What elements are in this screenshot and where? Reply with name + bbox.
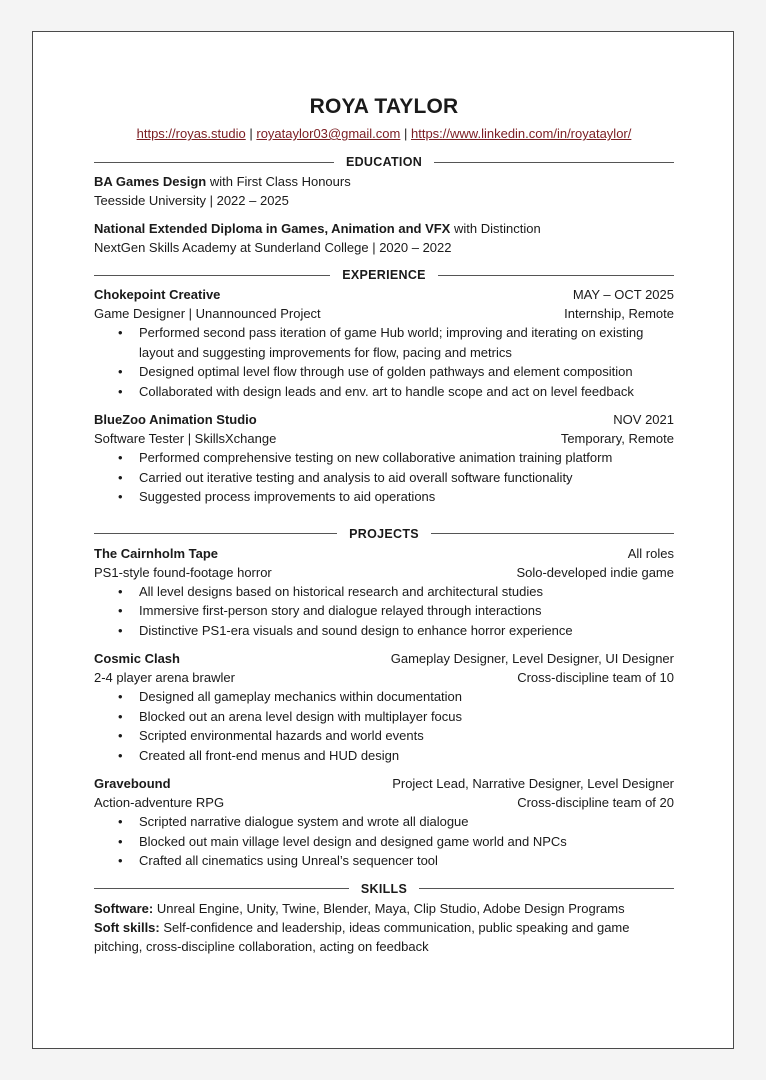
job-entry (94, 285, 674, 401)
list-item: • Designed optimal level flow through use of golden pathways and element composition (139, 362, 674, 382)
project-bullets (94, 582, 674, 641)
section-rule (94, 533, 337, 534)
project-bullets (94, 687, 674, 765)
job-dates: NOV 2021 (613, 412, 674, 427)
project-title: Cosmic Clash (94, 651, 180, 666)
project-roles: Gameplay Designer, Level Designer, UI Designer (390, 651, 674, 666)
list-item: • Crafted all cinematics using Unreal’s sequencer tool (139, 851, 674, 871)
project-title: The Cairnholm Tape (94, 545, 218, 561)
job-role: Game Designer | Unannounced Project (94, 306, 321, 321)
list-item: • Collaborated with design leads and env. art to handle scope and act on level feedback (139, 382, 674, 402)
list-item: • Blocked out an arena level design with multiplayer focus (139, 707, 674, 727)
section-rule (431, 533, 674, 534)
project-entry (94, 649, 674, 765)
list-item: • Carried out iterative testing and analysis to aid overall software functionality (139, 468, 674, 488)
list-item: • Scripted narrative dialogue system and wrote all dialogue (139, 812, 674, 832)
section-rule (94, 888, 349, 889)
project-title: Gravebound (94, 776, 171, 791)
list-item: • All level designs based on historical research and architectural studies (139, 582, 674, 602)
project-subtitle: Action-adventure RPG (94, 795, 225, 810)
education-entry (94, 219, 674, 257)
list-item: • Suggested process improvements to aid operations (139, 487, 674, 507)
skills-heading (94, 879, 674, 899)
linkedin-link[interactable]: https://www.linkedin.com/in/royataylor/ (411, 126, 632, 141)
section-rule (434, 162, 674, 163)
degree-honours: with First Class Honours (206, 174, 351, 189)
section-title: SKILLS (360, 881, 408, 896)
section-rule (94, 162, 334, 163)
projects-heading (94, 524, 674, 544)
website-link[interactable]: https://royas.studio (136, 126, 246, 141)
contact-line (94, 125, 674, 143)
project-bullets (94, 812, 674, 871)
degree-title: National Extended Diploma in Games, Animation and VFX (94, 221, 451, 236)
list-item: • Scripted environmental hazards and world events (139, 726, 674, 746)
project-subtitle: PS1-style found-footage horror (94, 564, 272, 580)
job-type: Temporary, Remote (560, 431, 674, 446)
soft-skills: Soft skills: Self-confidence and leadership, ideas communication, public speaking and game pitching, cross-discipline collaboration, acting on feedback (94, 919, 630, 954)
list-item: • Distinctive PS1-era visuals and sound design to enhance horror experience (139, 621, 674, 641)
list-item: • Performed comprehensive testing on new collaborative animation training platform (139, 448, 674, 468)
project-subtitle: 2-4 player arena brawler (94, 670, 235, 685)
section-title: PROJECTS (349, 526, 419, 541)
candidate-name: ROYA TAYLOR (309, 95, 459, 118)
job-role: Software Tester | SkillsXchange (94, 431, 277, 446)
project-team: Solo-developed indie game (516, 564, 674, 580)
software-skills: Software: Unreal Engine, Unity, Twine, Blender, Maya, Clip Studio, Adobe Design Programs (94, 900, 625, 916)
education-heading (94, 152, 674, 172)
resume-page (32, 31, 734, 1049)
list-item: • Created all front-end menus and HUD design (139, 746, 674, 766)
section-rule (438, 275, 674, 276)
list-item: • Immersive first-person story and dialogue relayed through interactions (139, 601, 674, 621)
list-item: • Blocked out main village level design and designed game world and NPCs (139, 832, 674, 852)
project-roles: All roles (627, 545, 674, 561)
education-entry (94, 172, 674, 210)
degree-honours: with Distinction (450, 221, 541, 236)
degree-title: BA Games Design (94, 174, 207, 189)
project-entry (94, 544, 674, 641)
section-title: EXPERIENCE (342, 268, 426, 282)
degree-detail: Teesside University | 2022 – 2025 (94, 193, 289, 208)
project-team: Cross-discipline team of 10 (517, 670, 674, 685)
list-item: • Performed second pass iteration of game Hub world; improving and iterating on existing layout and suggesting improvements for flow, pacing and metrics (139, 323, 674, 362)
project-entry (94, 774, 674, 871)
project-team: Cross-discipline team of 20 (517, 795, 674, 810)
job-entry (94, 410, 674, 507)
email-link[interactable]: royataylor03@gmail.com (256, 126, 401, 141)
list-item: • Designed all gameplay mechanics within documentation (139, 687, 674, 707)
job-dates: MAY – OCT 2025 (572, 287, 674, 302)
job-type: Internship, Remote (564, 306, 674, 321)
company-name: Chokepoint Creative (94, 287, 221, 302)
section-rule (419, 888, 674, 889)
company-name: BlueZoo Animation Studio (94, 412, 257, 427)
project-roles: Project Lead, Narrative Designer, Level Designer (392, 776, 674, 791)
resume-content (94, 94, 674, 956)
contact-separator: | (249, 126, 253, 141)
job-bullets (94, 323, 674, 401)
degree-detail: NextGen Skills Academy at Sunderland College | 2020 – 2022 (94, 240, 452, 255)
job-bullets (94, 448, 674, 507)
experience-heading (94, 265, 674, 285)
contact-separator: | (403, 126, 408, 141)
section-title: EDUCATION (345, 155, 423, 169)
section-rule (94, 275, 330, 276)
